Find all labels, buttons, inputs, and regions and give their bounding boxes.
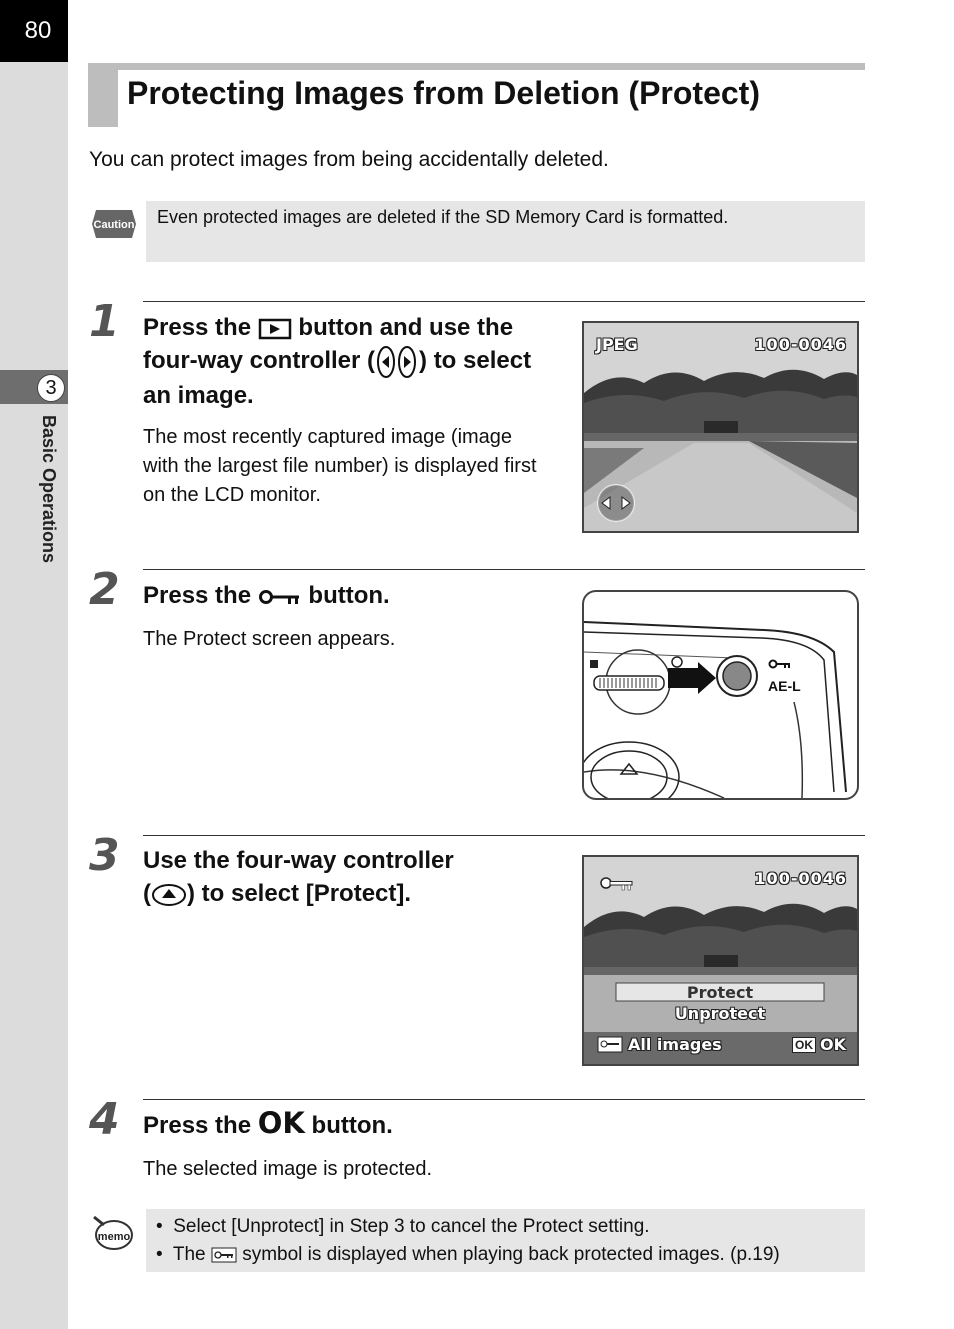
caution-box [146, 201, 865, 262]
title-rule [88, 63, 865, 70]
step-3-heading: Use the four-way controller ( ) to select [Protect]. [143, 847, 454, 907]
page-title: Protecting Images from Deletion (Protect) [127, 75, 760, 111]
step-number: 4 [89, 1094, 120, 1145]
memo-icon [90, 1213, 134, 1253]
caution-icon [90, 206, 138, 242]
step-4-body: The selected image is protected. [143, 1158, 433, 1180]
title-accent [88, 63, 118, 127]
step-number: 2 [89, 564, 120, 615]
caution-text: Even protected images are deleted if the SD Memory Card is formatted. [157, 207, 729, 227]
camera-back-illustration [582, 590, 859, 800]
step-4-heading: Press the OK button. [143, 1106, 393, 1140]
memo-item: • Select [Unprotect] in Step 3 to cancel the Protect setting. [156, 1216, 650, 1237]
protect-key-icon [211, 1247, 237, 1263]
garden-photo-dimmed [584, 857, 857, 1064]
intro-text: You can protect images from being accidentally deleted. [89, 148, 609, 171]
camera-drawing [584, 592, 857, 798]
format-label: JPEG [596, 335, 638, 354]
lcd-protect-screen [582, 855, 859, 1066]
ok-button-glyph: OK [257, 1106, 305, 1140]
step-divider [143, 301, 865, 302]
step-2-body: The Protect screen appears. [143, 628, 396, 650]
memo-box [146, 1209, 865, 1272]
step-divider [143, 835, 865, 836]
menu-item-protect[interactable]: Protect [686, 983, 754, 1002]
menu-item-unprotect[interactable]: Unprotect [674, 1004, 766, 1023]
file-number: 100-0046 [754, 335, 847, 354]
ae-l-label: AE-L [768, 678, 801, 694]
file-number: 100-0046 [754, 869, 847, 888]
up-arrow-icon [151, 882, 187, 908]
step-divider [143, 569, 865, 570]
chapter-number: 3 [37, 374, 65, 402]
ok-key-badge: OK [792, 1037, 816, 1053]
garden-photo [584, 323, 857, 531]
page-number: 80 [0, 0, 68, 62]
left-right-arrows-icon [375, 345, 419, 379]
step-1-heading: Press the button and use the four-way controller ( ) to select an image. [143, 314, 532, 409]
chapter-title: Basic Operations [39, 415, 59, 564]
step-number: 1 [89, 296, 120, 347]
lcd-playback-screen [582, 321, 859, 533]
memo-item: • The symbol is displayed when playing back protected images. (p.19) [156, 1244, 780, 1265]
ok-label: OK [820, 1035, 846, 1054]
key-icon [258, 587, 302, 607]
svg-text:Caution: Caution [93, 219, 135, 231]
side-margin [0, 0, 68, 1329]
step-2-heading: Press the button. [143, 582, 390, 609]
svg-text:memo: memo [97, 1231, 131, 1243]
playback-icon [258, 318, 292, 340]
all-images-label: All images [628, 1035, 722, 1054]
step-1-body: The most recently captured image (image with the largest file number) is displayed first on the LCD monitor. [143, 426, 537, 506]
step-number: 3 [89, 830, 120, 881]
step-divider [143, 1099, 865, 1100]
